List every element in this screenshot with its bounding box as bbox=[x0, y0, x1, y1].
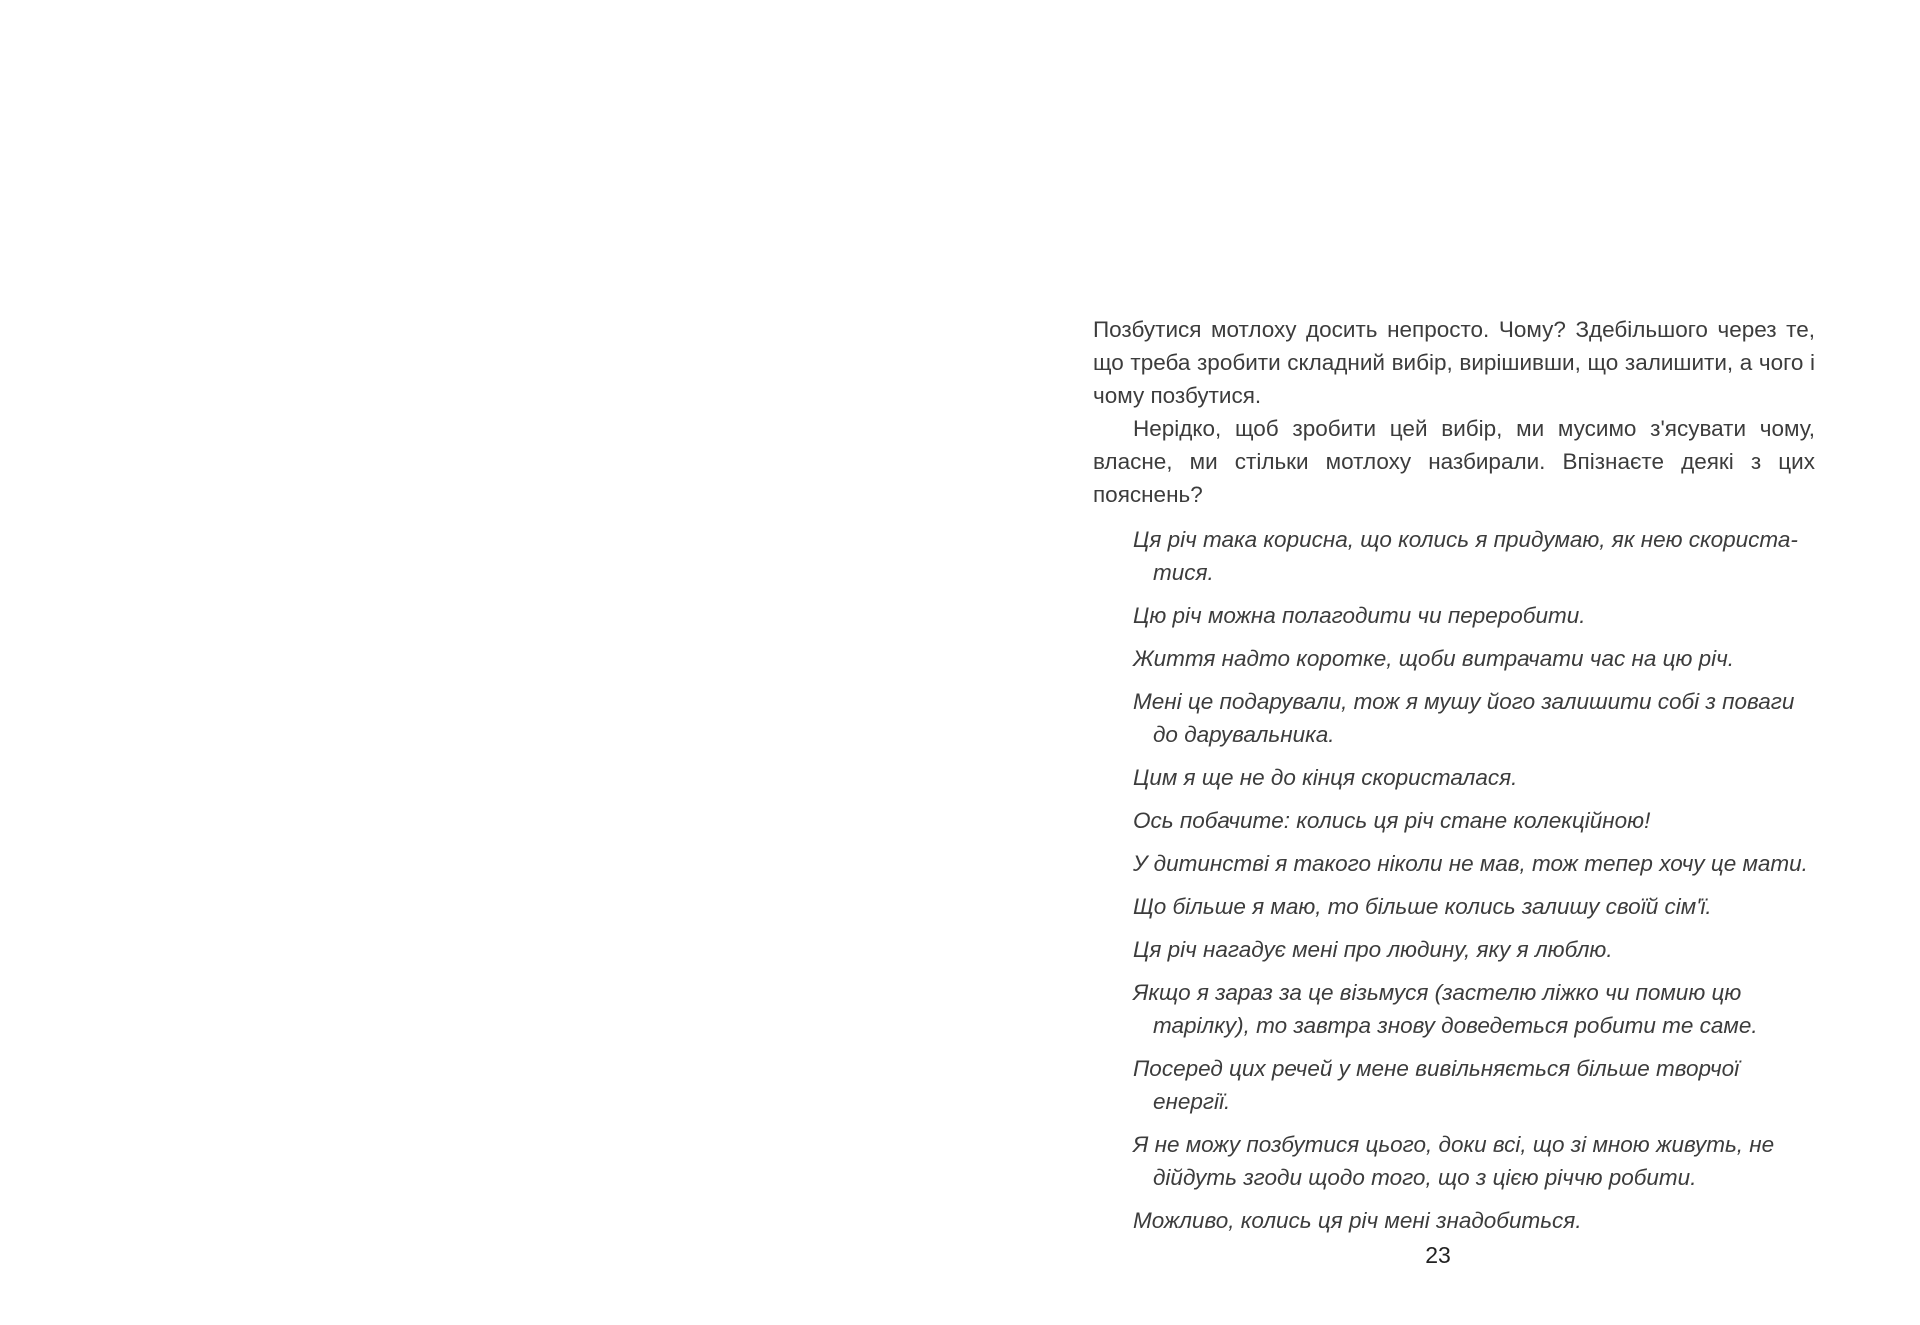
excuse-item: Життя надто коротке, щоби витрачати час на цю річ. bbox=[1133, 646, 1735, 671]
excuse-item: Ця річ така корисна, що колись я придумаю, як нею скориста-тися. bbox=[1133, 527, 1798, 585]
excuse-item: У дитинстві я такого ніколи не мав, тож тепер хочу це мати. bbox=[1133, 851, 1808, 876]
page-number: 23 bbox=[1425, 1242, 1451, 1268]
excuse-item: Ця річ нагадує мені про людину, яку я люблю. bbox=[1133, 937, 1613, 962]
page-text-block bbox=[1093, 313, 1815, 1247]
excuse-item: Ось побачите: колись ця річ стане колекційною! bbox=[1133, 808, 1651, 833]
paragraph-1: Позбутися мотлоху досить непросто. Чому? Здебільшого через те, що треба зробити складний вибір, вирішивши, що залишити, а чого і чому позбутися. bbox=[1093, 317, 1815, 408]
right-page bbox=[960, 0, 1920, 1325]
excuse-item: Мені це подарували, тож я мушу його залишити собі з поваги до дарувальника. bbox=[1133, 689, 1795, 747]
excuse-item: Що більше я маю, то більше колись залишу своїй сім'ї. bbox=[1133, 894, 1712, 919]
excuse-item: Якщо я зараз за це візьмуся (застелю ліжко чи помию цю тарілку), то завтра знову доведеться робити те саме. bbox=[1133, 980, 1758, 1038]
excuse-item: Можливо, колись ця річ мені знадобиться. bbox=[1133, 1208, 1582, 1233]
excuse-item: Цю річ можна полагодити чи переробити. bbox=[1133, 603, 1586, 628]
excuses-list bbox=[1093, 523, 1815, 1237]
excuse-item: Посеред цих речей у мене вивільняється більше творчої енергії. bbox=[1133, 1056, 1740, 1114]
paragraph-2: Нерідко, щоб зробити цей вибір, ми мусимо з'ясувати чому, власне, ми стільки мотлоху назбирали. Впізнаєте деякі з цих пояснень? bbox=[1093, 416, 1815, 507]
excuse-item: Цим я ще не до кінця скористалася. bbox=[1133, 765, 1518, 790]
excuse-item: Я не можу позбутися цього, доки всі, що зі мною живуть, не дійдуть згоди щодо того, що з цією річчю робити. bbox=[1133, 1132, 1775, 1190]
